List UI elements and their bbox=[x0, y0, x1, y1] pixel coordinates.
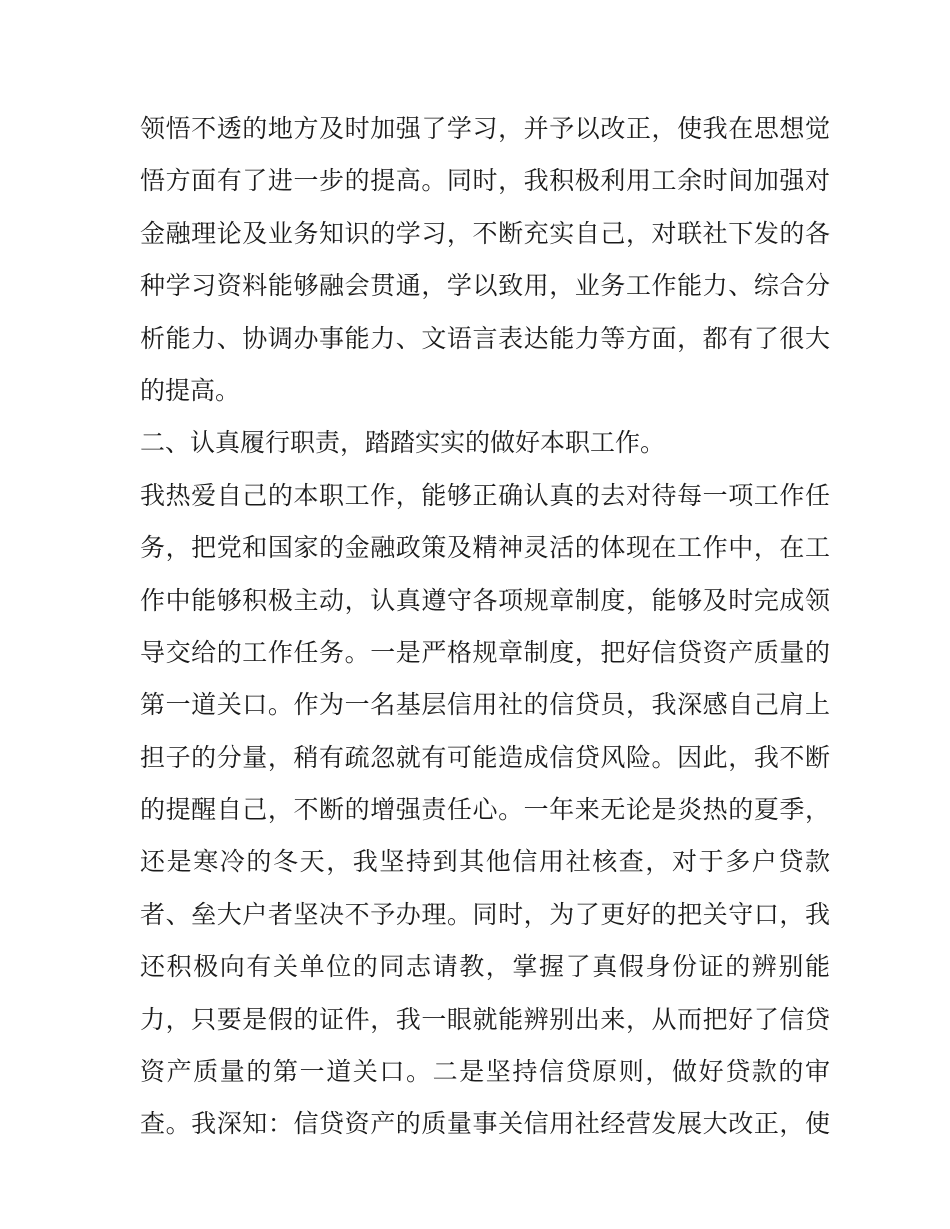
text-line: 析能力、协调办事能力、文语言表达能力等方面，都有了很大 bbox=[140, 323, 830, 353]
text-line: 查。我深知：信贷资产的质量事关信用社经营发展大改正，使 bbox=[140, 1109, 830, 1139]
text-line: 的提醒自己，不断的增强责任心。一年来无论是炎热的夏季， bbox=[140, 795, 830, 825]
text-line: 第一道关口。作为一名基层信用社的信贷员，我深感自己肩上 bbox=[140, 690, 830, 720]
text-line: 领悟不透的地方及时加强了学习，并予以改正，使我在思想觉 bbox=[140, 114, 830, 143]
text-line: 还积极向有关单位的同志请教，掌握了真假身份证的辨别能 bbox=[140, 952, 830, 982]
text-line: 务，把党和国家的金融政策及精神灵活的体现在工作中，在工 bbox=[140, 533, 830, 563]
text-line: 我热爱自己的本职工作，能够正确认真的去对待每一项工作任 bbox=[140, 480, 830, 510]
text-line: 作中能够积极主动，认真遵守各项规章制度，能够及时完成领 bbox=[140, 585, 830, 615]
text-line: 种学习资料能够融会贯通，学以致用，业务工作能力、综合分 bbox=[140, 271, 830, 301]
text-line: 者、垒大户者坚决不予办理。同时，为了更好的把关守口，我 bbox=[140, 899, 830, 929]
text-line: 担子的分量，稍有疏忽就有可能造成信贷风险。因此，我不断 bbox=[140, 742, 830, 772]
text-line: 导交给的工作任务。一是严格规章制度，把好信贷资产质量的 bbox=[140, 637, 830, 667]
text-line: 的提高。 bbox=[140, 375, 241, 405]
text-line: 力，只要是假的证件，我一眼就能辨别出来，从而把好了信贷 bbox=[140, 1004, 830, 1034]
body-text bbox=[140, 103, 830, 1151]
text-line: 资产质量的第一道关口。二是坚持信贷原则，做好贷款的审 bbox=[140, 1057, 830, 1087]
section-heading: 二、认真履行职责，踏踏实实的做好本职工作。 bbox=[140, 428, 666, 458]
text-line: 金融理论及业务知识的学习，不断充实自己，对联社下发的各 bbox=[140, 218, 830, 248]
text-line: 悟方面有了进一步的提高。同时，我积极利用工余时间加强对 bbox=[140, 166, 830, 196]
text-line: 还是寒冷的冬天，我坚持到其他信用社核查，对于多户贷款 bbox=[140, 847, 830, 877]
